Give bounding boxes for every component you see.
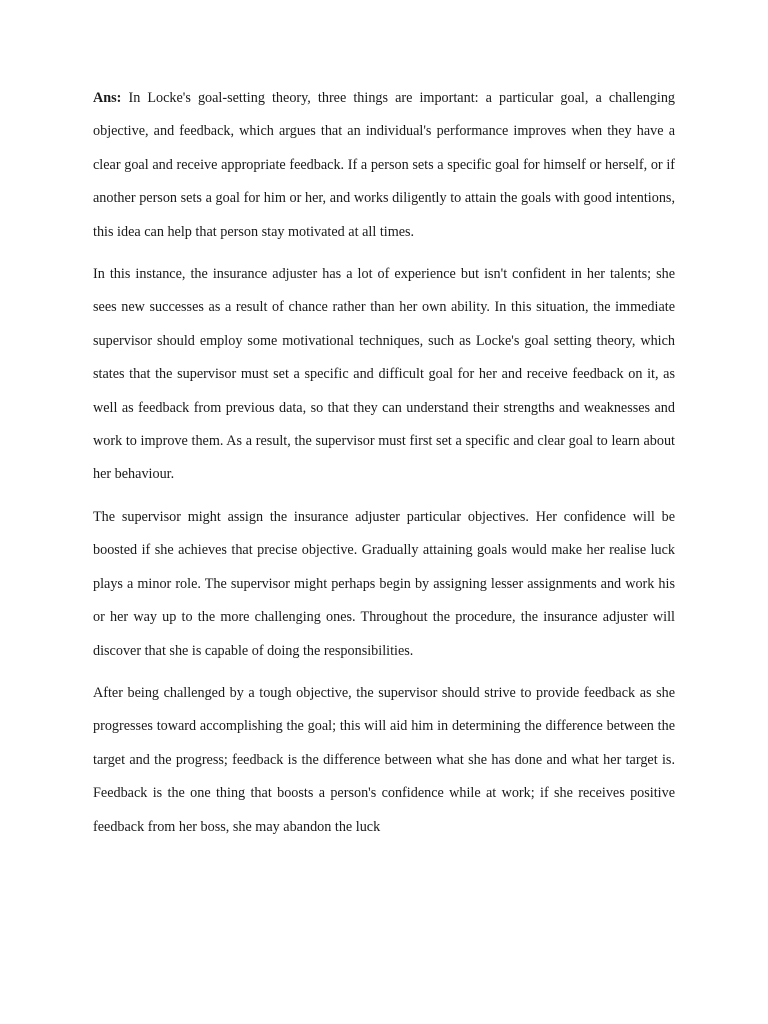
paragraph-1 bbox=[93, 82, 675, 249]
document-body bbox=[93, 82, 675, 853]
paragraph-2: In this instance, the insurance adjuster has a lot of experience but isn't confident in her talents; she sees new successes as a result of chance rather than her own ability. In this situation, the immediate supervisor should employ some motivational techniques, such as Locke's goal setting theory, which states that the supervisor must set a specific and difficult goal for her and receive feedback on it, as well as feedback from previous data, so that they can understand their strengths and weaknesses and work to improve them. As a result, the supervisor must first set a specific and clear goal to learn about her behaviour. bbox=[93, 266, 675, 483]
paragraph-4: After being challenged by a tough objective, the supervisor should strive to provide feedback as she progresses toward accomplishing the goal; this will aid him in determining the difference between the target and the progress; feedback is the difference between what she has done and what her target is. Feedback is the one thing that boosts a person's confidence while at work; if she receives positive feedback from her boss, she may abandon the luck bbox=[93, 684, 675, 835]
paragraph-3: The supervisor might assign the insurance adjuster particular objectives. Her confidence will be boosted if she achieves that precise objective. Gradually attaining goals would make her realise luck plays a minor role. The supervisor might perhaps begin by assigning lesser assignments and work his or her way up to the more challenging ones. Throughout the procedure, the insurance adjuster will discover that she is capable of doing the responsibilities. bbox=[93, 508, 675, 659]
paragraph-1-text: In Locke's goal-setting theory, three things are important: a particular goal, a challenging objective, and feedback, which argues that an individual's performance improves when they have a clear goal and receive appropriate feedback. If a person sets a specific goal for himself or herself, or if another person sets a goal for him or her, and works diligently to attain the goals with good intentions, this idea can help that person stay motivated at all times. bbox=[93, 90, 676, 240]
answer-label: Ans: bbox=[93, 90, 122, 106]
